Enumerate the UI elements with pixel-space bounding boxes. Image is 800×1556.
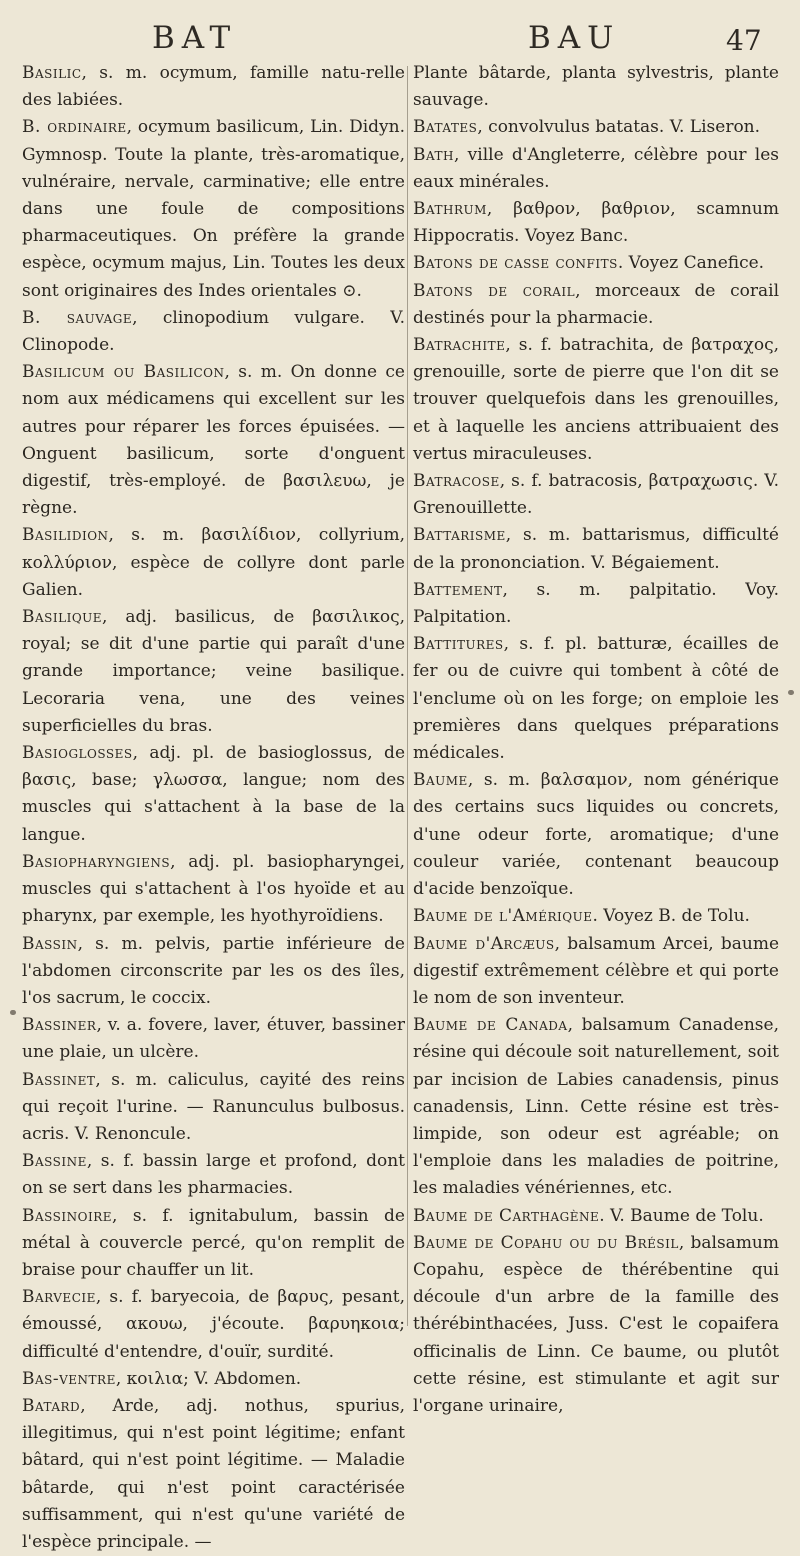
entry-headword: B. ordinaire [22,117,127,138]
right-running-head: BAU [528,20,621,56]
dictionary-entry [413,577,779,631]
entry-headword: Bathrum [413,199,487,220]
page-number: 47 [726,24,762,57]
entry-headword: Baume de Canada [413,1015,568,1036]
dictionary-entry [413,1230,779,1420]
entry-headword: Battitures [413,634,504,655]
entry-text: , s. m. caliculus, cayité des reins qui reçoit l'urine. — Ranunculus bulbosus. acris. V. Renoncule. [22,1069,405,1144]
entry-text: , v. a. fovere, laver, étuver, bassiner une plaie, un ulcère. [22,1015,405,1063]
entry-text: , morceaux de corail destinés pour la pharmacie. [413,280,779,328]
entry-headword: B. sauvage [22,307,133,328]
entry-headword: Bassine [22,1151,87,1172]
entry-headword: Basilidion [22,525,109,546]
dictionary-entry [413,931,779,1013]
entry-text: , convolvulus batatas. V. Liseron. [477,117,761,138]
entry-text: . Voyez Canefice. [617,253,765,274]
entry-text: , s. f. baryecoia, de βαρυς, pesant, émoussé, ακουω, j'écoute. βαρυηκοια; difficulté d'entendre, d'ouïr, surdité. [22,1287,405,1362]
running-header [0,20,800,60]
entry-text: . Voyez B. de Tolu. [592,906,750,927]
dictionary-entry [22,931,405,1013]
entry-headword: Batons de casse confits [413,253,618,274]
entry-headword: Baume de l'Amérique [413,906,593,927]
entry-headword: Batard [22,1395,81,1416]
dictionary-entry [413,1012,779,1202]
entry-headword: Batracose [413,471,500,492]
dictionary-entry [413,60,779,114]
entry-headword: Bassinoire [22,1205,113,1226]
left-column [22,60,405,1552]
dictionary-entry [22,1148,405,1202]
entry-text: , s. m. On donne ce nom aux médicamens qui excellent sur les autres pour réparer les forces épuisées. — Onguent basilicum, sorte d'onguent digestif, très-employé. de βασιλευω, je règne. [22,362,405,519]
entry-headword: Bas-ventre [22,1368,116,1389]
entry-text: , s. m. pelvis, partie inférieure de l'abdomen circonscrite par les os des îles, l'os sacrum, le coccix. [22,933,405,1008]
dictionary-entry [22,1012,405,1066]
ink-speck [788,690,794,695]
entry-headword: Basiopharyngiens [22,851,171,872]
dictionary-entry [22,1067,405,1149]
entry-headword: Batates [413,117,478,138]
entry-headword: Basilique [22,607,103,628]
dictionary-entry [413,278,779,332]
right-column [413,60,780,1416]
entry-text: Plante bâtarde, planta sylvestris, plante sauvage. [413,63,779,111]
entry-headword: Bath [413,144,454,165]
entry-headword: Batrachite [413,335,506,356]
entry-headword: Baume d'Arcæus [413,933,555,954]
dictionary-entry [413,631,779,767]
dictionary-entry [413,196,779,250]
dictionary-entry [413,468,779,522]
entry-text: , s. m. battarismus, difficulté de la prononciation. V. Bégaiement. [413,525,779,573]
dictionary-entry [413,767,779,903]
column-divider [407,66,408,1326]
dictionary-entry [22,305,405,359]
dictionary-entry [22,740,405,849]
entry-text: , s. f. bassin large et profond, dont on se sert dans les pharmacies. [22,1151,405,1199]
dictionary-entry [413,142,779,196]
entry-headword: Basilic [22,63,82,83]
entry-text: , clinopodium vulgare. V. Clinopode. [22,307,405,356]
entry-text: , ville d'Angleterre, célèbre pour les eaux minérales. [413,144,779,192]
dictionary-entry [413,522,779,576]
entry-headword: Bassiner [22,1015,97,1036]
entry-headword: Bassin [22,933,78,954]
dictionary-entry [413,250,779,277]
entry-headword: Baume [413,770,468,791]
entry-text: , s. m. βασιλίδιον, collyrium, κολλύριον, espèce de collyre dont parle Galien. [22,525,405,600]
entry-text: , s. m. palpitatio. Voy. Palpitation. [413,579,779,628]
entry-text: , adj. basilicus, de βασιλικος, royal; se dit d'une partie qui paraît d'une grande importance; veine basilique. Lecoraria vena, une des veines superficielles du bras. [22,607,405,736]
entry-text: , s. f. batrachita, de βατραχος, grenouille, sorte de pierre que l'on dit se trouver quelquefois dans les grenouilles, et à laquelle les anciens attribuaient des vertus miraculeuses. [413,335,779,464]
dictionary-entry [22,849,405,931]
entry-text: , s. f. pl. batturæ, écailles de fer ou de cuivre qui tombent à côté de l'enclume où on les forge; on emploie les premières dans quelques préparations médicales. [413,634,779,764]
dictionary-entry [22,114,405,304]
entry-headword: Basioglosses [22,743,133,764]
entry-text: , s. m. ocymum, famille natu-relle des labiées. [22,63,405,111]
entry-text: , Arde, adj. nothus, spurius, illegitimus, qui n'est point légitime; enfant bâtard, qui n'est point légitime. — Maladie bâtarde, qui n'est point caractérisée suffisamment, qui n'est qu'une variété de l'espèce principale. — [22,1395,405,1552]
dictionary-entry [22,1284,405,1366]
dictionary-entry [22,1393,405,1556]
dictionary-entry [413,903,779,930]
dictionary-entry [413,332,779,468]
entry-headword: Basilicum ou Basilicon [22,362,225,383]
entry-text: , s. m. βαλσαμον, nom générique des certains sucs liquides ou concrets, d'une odeur forte, aromatique; d'une couleur variée, contenant beaucoup d'acide benzoïque. [413,770,779,900]
entry-text: , βαθρον, βαθριον, scamnum Hippocratis. Voyez Banc. [413,199,779,247]
dictionary-entry [22,1203,405,1285]
dictionary-entry [22,522,405,604]
entry-headword: Batons de corail [413,280,576,301]
ink-speck [10,1010,16,1015]
dictionary-entry [413,1203,779,1230]
dictionary-entry [22,1366,405,1393]
entry-text: , adj. pl. basiopharyngei, muscles qui s'attachent à l'os hyoïde et au pharynx, par exemple, les hyothyroïdiens. [22,851,405,927]
dictionary-entry [22,359,405,522]
entry-text: , κοιλια; V. Abdomen. [115,1368,302,1389]
entry-headword: Battement [413,579,503,600]
entry-headword: Barvecie [22,1287,96,1308]
entry-text: , s. f. ignitabulum, bassin de métal à couvercle percé, qu'on remplit de braise pour chauffer un lit. [22,1205,405,1280]
dictionary-entry [22,604,405,740]
entry-headword: Baume de Copahu ou du Brésil [413,1232,679,1253]
entry-headword: Baume de Carthagène [413,1205,600,1226]
dictionary-entry [22,60,405,114]
entry-text: , s. f. batracosis, βατραχωσις. V. Grenouillette. [413,471,779,519]
entry-text: , ocymum basilicum, Lin. Didyn. Gymnosp. Toute la plante, très-aromatique, vulnéraire, nervale, carminative; elle entre dans une foule de compositions pharmaceutiques. On préfère la grande espèce, ocymum majus, Lin. Toutes les deux sont originaires des Indes orientales ⊙. [22,117,405,301]
dictionary-entry [413,114,779,141]
entry-text: , balsamum Copahu, espèce de thérébentine qui découle d'un arbre de la famille des thérébinthacées, Juss. C'est le copaifera officinalis de Linn. Ce baume, ou plutôt cette résine, est stimulante et agit sur l'organe urinaire, [413,1232,780,1416]
left-running-head: BAT [152,20,238,56]
entry-headword: Bassinet [22,1069,96,1090]
entry-text: , balsamum Arcei, baume digestif extrêmement célèbre et qui porte le nom de son inventeur. [413,933,780,1008]
entry-text: , adj. pl. de basioglossus, de βασις, base; γλωσσα, langue; nom des muscles qui s'attachent à la base de la langue. [22,743,405,845]
entry-text: . V. Baume de Tolu. [599,1205,764,1226]
entry-headword: Battarisme [413,525,506,546]
entry-text: , balsamum Canadense, résine qui découle soit naturellement, soit par incision de Labies canadensis, pinus canadensis, Linn. Cette résine est très-limpide, son odeur est agréable; on l'emploie dans les maladies de poitrine, les maladies vénériennes, etc. [413,1015,779,1199]
